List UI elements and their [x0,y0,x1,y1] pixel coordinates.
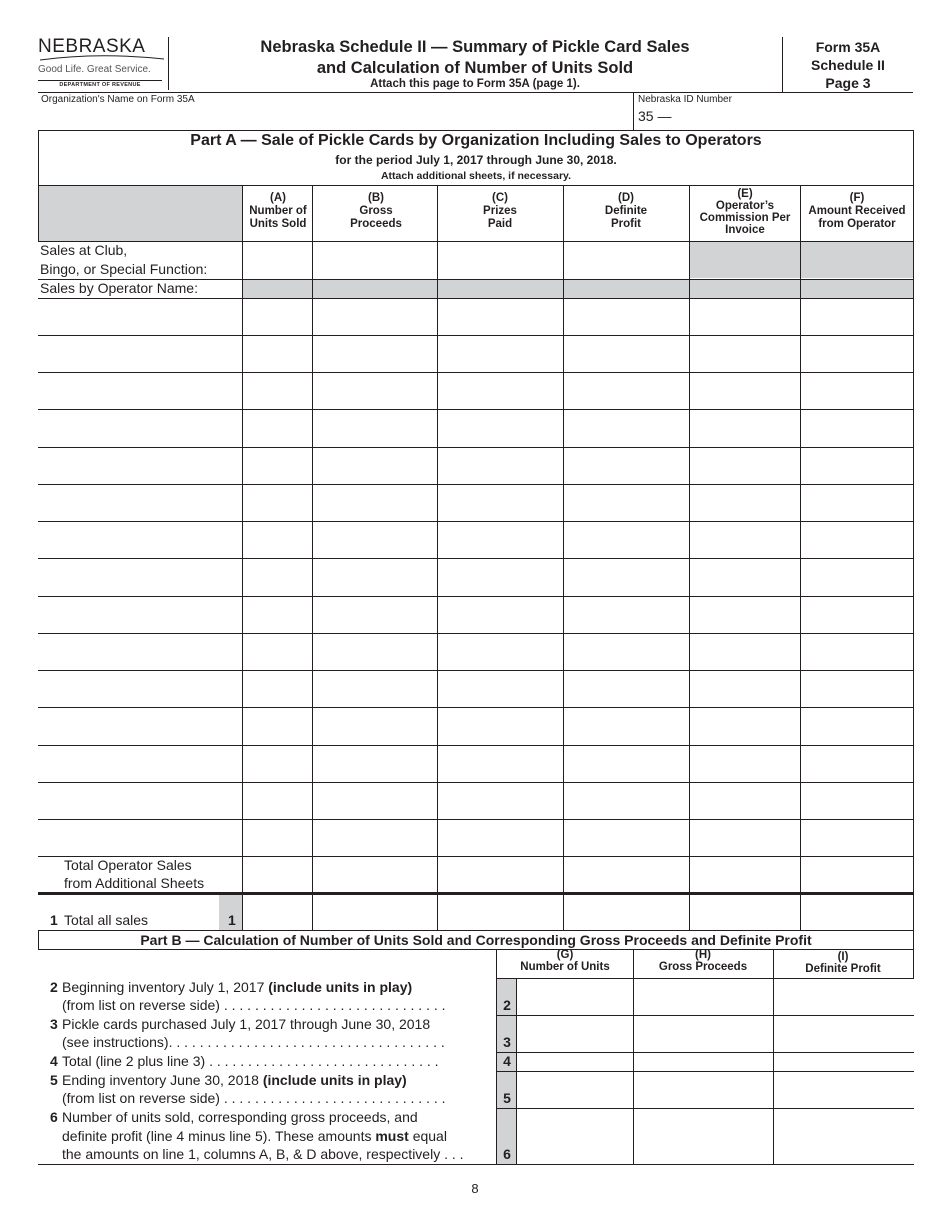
line-3-box: 3 [503,1034,511,1050]
attach-note: Attach this page to Form 35A (page 1). [370,78,580,90]
form-id-line1: Form 35A [815,39,881,55]
line-5-units-input[interactable] [517,1072,633,1108]
line-4-box: 4 [503,1053,511,1069]
page-number: 8 [471,1181,479,1196]
col-f-header: (F) Amount Received from Operator [808,192,906,230]
operator-name-row-8[interactable] [38,559,242,595]
line-1-box-number: 1 [228,912,236,928]
nebraska-id-prefix: 35 — [638,108,672,124]
line-6-box: 6 [503,1146,511,1162]
line-6-units-input[interactable] [517,1109,633,1164]
line-3-text-b: (see instructions). . . . . . . . . . . . . . . . . . . . . . . . . . . . . . . . . . . . [62,1034,445,1050]
form-id-line3: Page 3 [825,75,871,91]
line-4-text: Total (line 2 plus line 3) . . . . . . . . . . . . . . . . . . . . . . . . . . . . . . [62,1053,439,1069]
logo-name: NEBRASKA [38,36,146,57]
line-5-text-a: Ending inventory June 30, 2018 (include units in play) [62,1072,407,1088]
line-2-profit-input[interactable] [774,979,913,1015]
part-a-period: for the period July 1, 2017 through June 30, 2018. [335,153,617,167]
line-5-number: 5 [50,1072,58,1088]
line-5-box: 5 [503,1090,511,1106]
line-2-units-input[interactable] [517,979,633,1015]
operator-name-row-7[interactable] [38,522,242,558]
line-4-units-input[interactable] [517,1053,633,1071]
nebraska-logo [38,36,166,92]
operator-name-row-4[interactable] [38,410,242,446]
operator-name-row-9[interactable] [38,597,242,633]
operator-name-row-11[interactable] [38,671,242,707]
line-6-text-a: Number of units sold, corresponding gross proceeds, and [62,1109,418,1125]
total-operator-label-2: from Additional Sheets [64,875,205,891]
line-3-number: 3 [50,1016,58,1032]
club-profit-input[interactable] [564,242,689,279]
line-6-number: 6 [50,1109,58,1125]
operator-name-row-10[interactable] [38,634,242,670]
operator-row-greyed [243,280,913,298]
total-operator-label-1: Total Operator Sales [64,857,192,873]
logo-swoosh-icon [38,54,166,62]
line-5-text-b: (from list on reverse side) . . . . . . . . . . . . . . . . . . . . . . . . . . . . . [62,1090,446,1106]
sales-operator-label: Sales by Operator Name: [40,280,198,296]
club-gross-input[interactable] [313,242,437,279]
line-1-number: 1 [50,912,58,928]
operator-name-row-2[interactable] [38,336,242,372]
col-g-header: (G) Number of Units [520,949,610,973]
form-title-line2: and Calculation of Number of Units Sold [316,59,634,77]
line-2-number: 2 [50,979,58,995]
club-units-input[interactable] [243,242,312,279]
nebraska-id-field[interactable] [670,104,913,128]
col-i-header: (I) Definite Profit [805,951,881,975]
operator-name-row-3[interactable] [38,373,242,409]
line-3-text-a: Pickle cards purchased July 1, 2017 through June 30, 2018 [62,1016,431,1032]
col-b-header: (B) Gross Proceeds [350,192,402,230]
line-2-box: 2 [503,997,511,1013]
col-d-header: (D) Definite Profit [604,192,648,230]
line-1-label: Total all sales [64,912,149,928]
col-a-header: (A) Number of Units Sold [249,192,307,230]
operator-name-row-14[interactable] [38,783,242,819]
operator-name-row-6[interactable] [38,485,242,521]
line-2-gross-input[interactable] [634,979,773,1015]
col-e-f-greyed-club [689,241,913,278]
line-4-number: 4 [50,1053,58,1069]
operator-name-row-1[interactable] [38,299,242,335]
col-e-header: (E) Operator’s Commission Per Invoice [699,188,791,236]
col-h-header: (H) Gross Proceeds [658,949,748,973]
nebraska-id-label: Nebraska ID Number [638,94,732,105]
operator-name-row-13[interactable] [38,746,242,782]
line-2-text-a: Beginning inventory July 1, 2017 (include units in play) [62,979,413,995]
col-c-header: (C) Prizes Paid [483,192,517,230]
form-id-line2: Schedule II [811,57,885,73]
operator-name-row-5[interactable] [38,448,242,484]
part-b-title: Part B — Calculation of Number of Units Sold and Corresponding Gross Proceeds and Definite Profit [140,932,812,948]
part-a-title: Part A — Sale of Pickle Cards by Organization Including Sales to Operators [190,132,762,149]
form-title-line1: Nebraska Schedule II — Summary of Pickle Card Sales [260,38,690,56]
logo-department: DEPARTMENT OF REVENUE [59,82,141,88]
part-a-attach-note: Attach additional sheets, if necessary. [380,170,572,182]
line-6-text-c: the amounts on line 1, columns A, B, & D above, respectively . . . [62,1146,464,1162]
club-prizes-input[interactable] [438,242,563,279]
line-2-text-b: (from list on reverse side) . . . . . . . . . . . . . . . . . . . . . . . . . . . . . [62,997,446,1013]
logo-tagline: Good Life. Great Service. [38,64,151,75]
sales-club-label-2: Bingo, or Special Function: [40,261,208,277]
sales-club-label-1: Sales at Club, [40,242,128,258]
org-name-label: Organization's Name on Form 35A [41,94,195,105]
line-6-text-b: definite profit (line 4 minus line 5). These amounts must equal [62,1128,447,1144]
form-id-box [783,38,913,92]
line-3-units-input[interactable] [517,1016,633,1052]
operator-name-row-15[interactable] [38,820,242,856]
operator-name-row-12[interactable] [38,708,242,744]
org-name-field[interactable] [38,104,632,130]
